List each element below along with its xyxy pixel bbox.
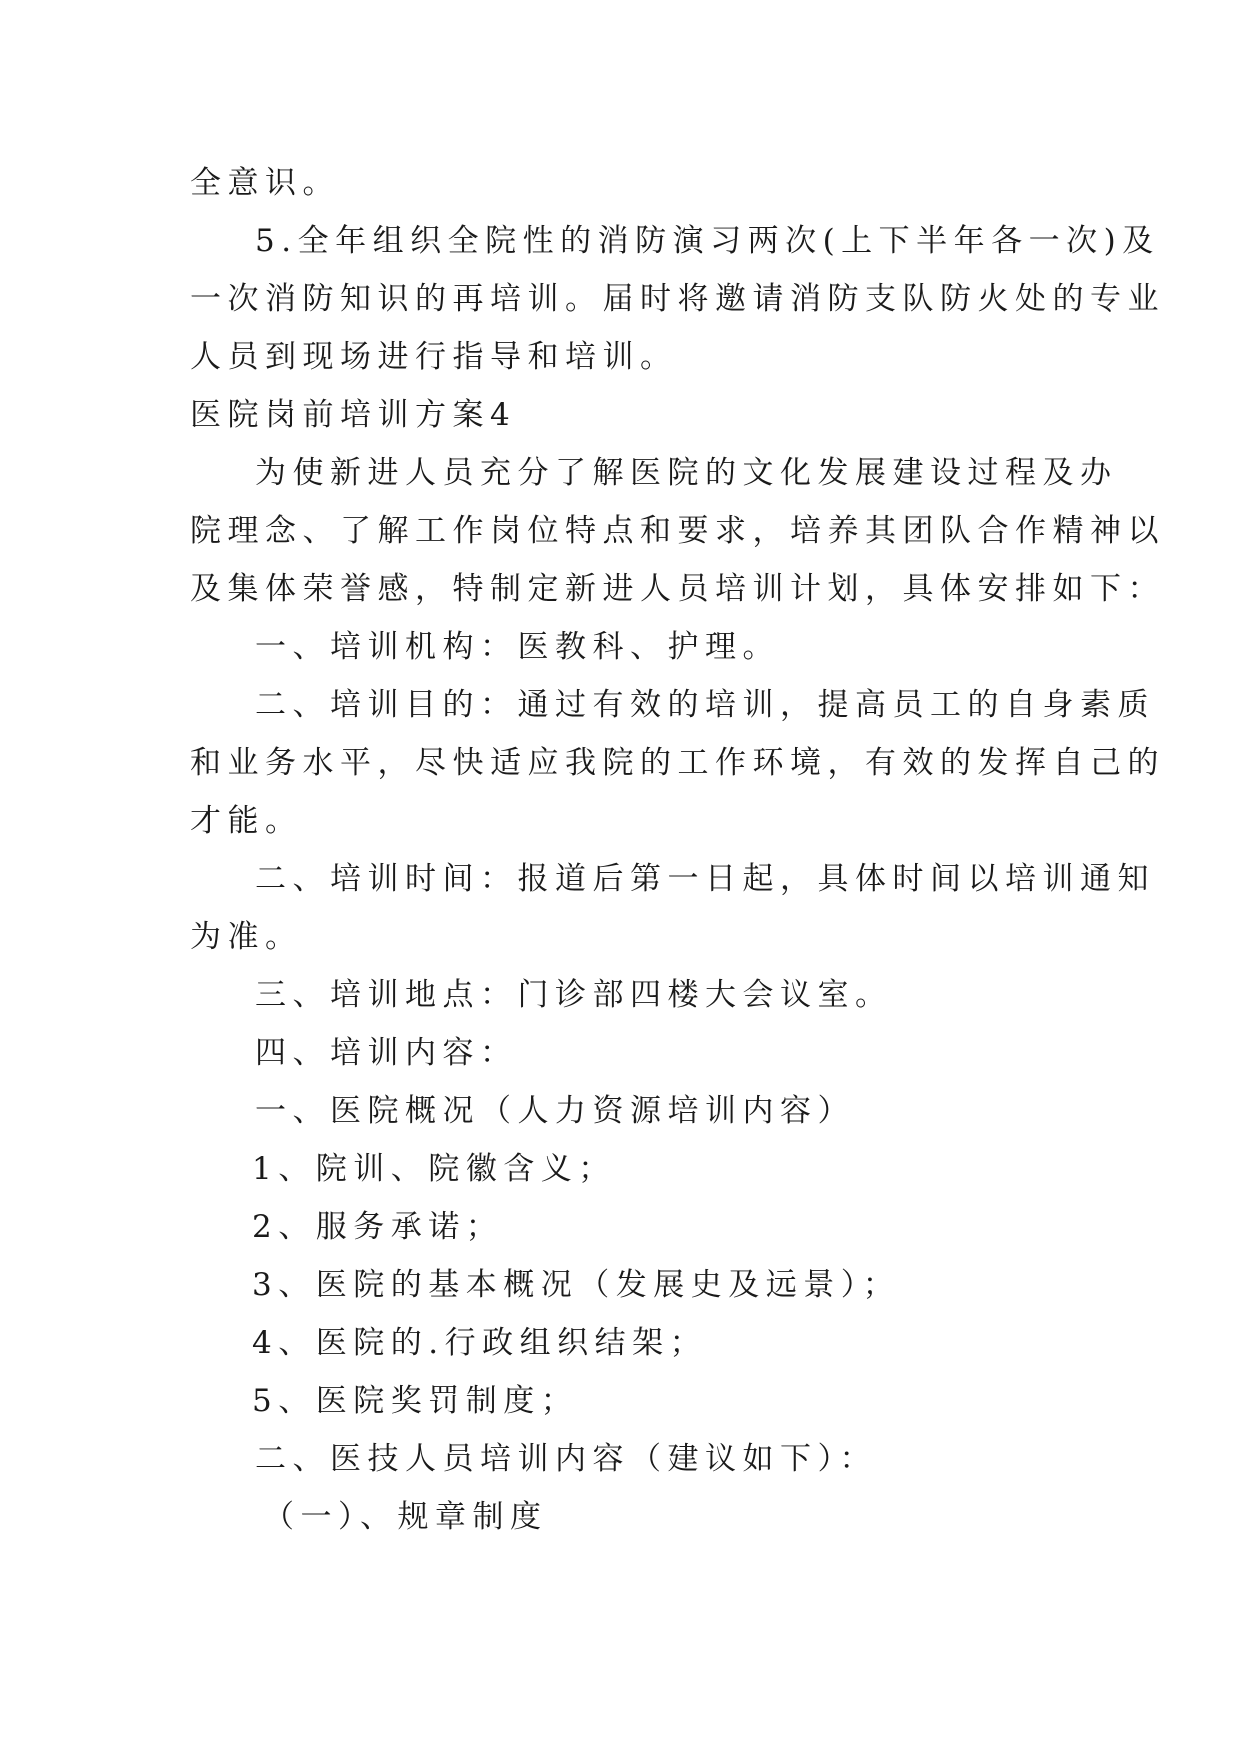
list-item: 2、服务承诺； [252, 1209, 504, 1245]
list-item: 1、院训、院徽含义； [252, 1151, 616, 1187]
paragraph-line: 一次消防知识的再培训。届时将邀请消防支队防火处的专业 [190, 281, 1165, 317]
paragraph-line: 二、医技人员培训内容（建议如下）： [255, 1441, 877, 1477]
paragraph-line: 三、培训地点：门诊部四楼大会议室。 [255, 977, 893, 1013]
paragraph-line: 二、培训目的：通过有效的培训，提高员工的自身素质 [255, 687, 1155, 723]
paragraph-line: 及集体荣誉感，特制定新进人员培训计划，具体安排如下： [190, 571, 1165, 607]
paragraph-line: 全意识。 [190, 165, 340, 201]
paragraph-line: 为准。 [190, 919, 303, 955]
paragraph-line: 5.全年组织全院性的消防演习两次(上下半年各一次)及 [255, 223, 1160, 259]
paragraph-line: 二、培训时间：报道后第一日起，具体时间以培训通知 [255, 861, 1155, 897]
paragraph-line: 一、培训机构：医教科、护理。 [255, 629, 780, 665]
paragraph-line: 才能。 [190, 803, 303, 839]
paragraph-line: 一、医院概况（人力资源培训内容） [255, 1093, 855, 1129]
paragraph-line: 为使新进人员充分了解医院的文化发展建设过程及办 [255, 455, 1118, 491]
paragraph-line: 人员到现场进行指导和培训。 [190, 339, 678, 375]
paragraph-line: 院理念、了解工作岗位特点和要求，培养其团队合作精神以 [190, 513, 1165, 549]
subsection-heading: （一）、规章制度 [263, 1499, 548, 1535]
paragraph-line: 和业务水平，尽快适应我院的工作环境，有效的发挥自己的 [190, 745, 1165, 781]
list-item: 3、医院的基本概况（发展史及远景）； [252, 1267, 901, 1303]
list-item: 4、医院的.行政组织结架； [252, 1325, 708, 1361]
section-heading: 医院岗前培训方案4 [190, 397, 517, 433]
list-item: 5、医院奖罚制度； [252, 1383, 579, 1419]
paragraph-line: 四、培训内容： [255, 1035, 518, 1071]
